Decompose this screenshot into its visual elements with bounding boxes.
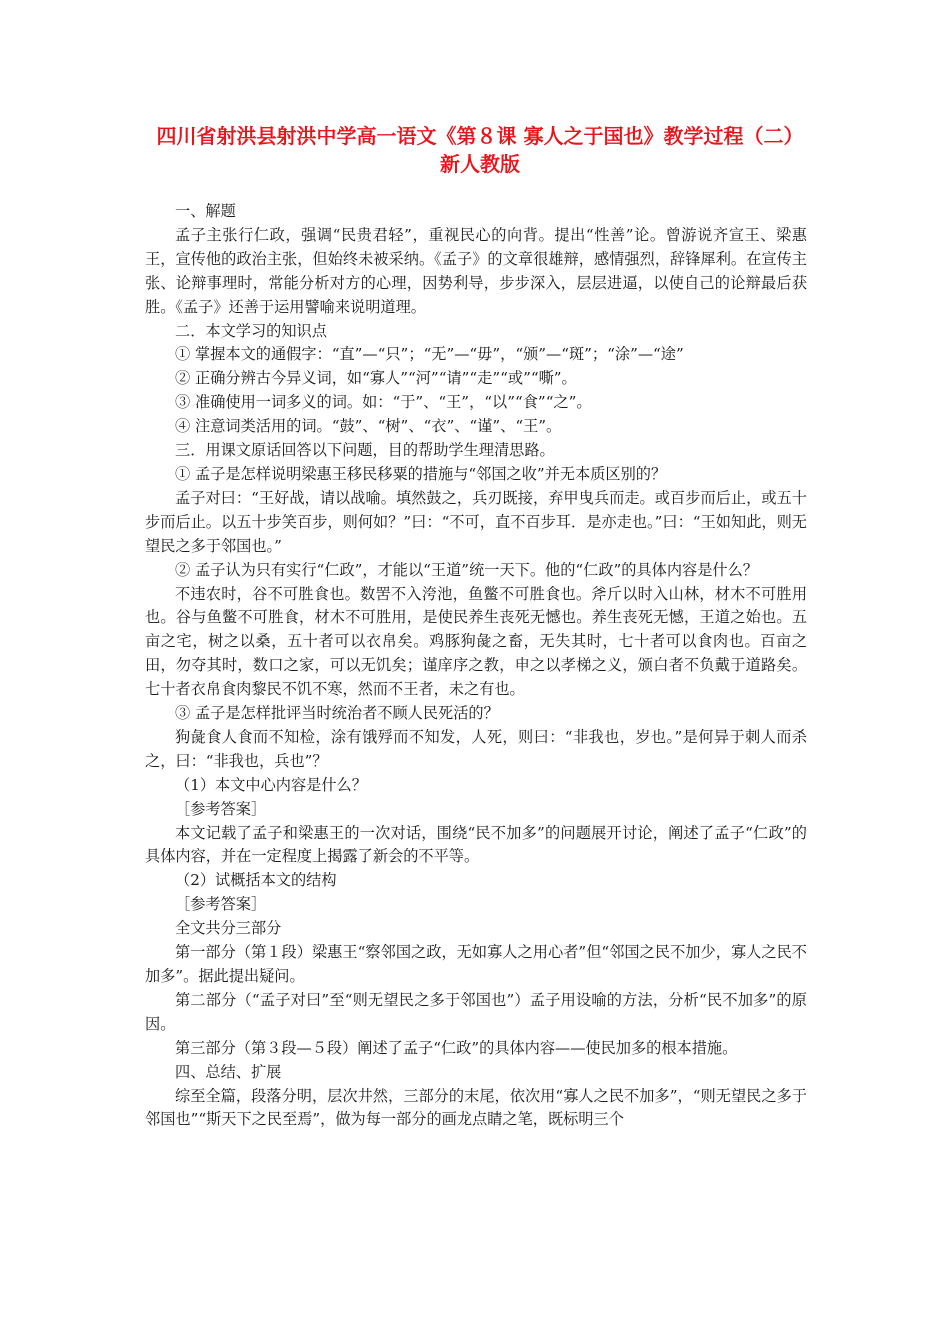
question-3: ③ 孟子是怎样批评当时统治者不顾人民死活的？ bbox=[175, 704, 499, 723]
section-heading-jieti: 一、解题 bbox=[175, 202, 236, 220]
reference-answer-label-1: ［参考答案］ bbox=[175, 799, 267, 818]
knowledge-item-4: ④ 注意词类活用的词。“鼓”、“树”、“衣”、“谨”、“王”。 bbox=[175, 417, 562, 436]
document-body bbox=[145, 200, 807, 1132]
knowledge-item-3: ③ 准确使用一词多义的词。如：“于”、“王”，“以”“食”“之”。 bbox=[175, 393, 592, 412]
knowledge-item-2: ② 正确分辨古今异义词，如“寡人”“河”“请”“走”“或”“嘶”。 bbox=[175, 369, 577, 388]
question-1: ① 孟子是怎样说明梁惠王移民移粟的措施与“邻国之收”并无本质区别的？ bbox=[175, 464, 667, 483]
sub-question-2: （2）试概括本文的结构 bbox=[175, 871, 337, 890]
sub-question-1: （1）本文中心内容是什么？ bbox=[175, 775, 367, 794]
section-heading-summary: 四、总结、扩展 bbox=[175, 1062, 282, 1081]
structure-summary: 全文共分三部分 bbox=[175, 919, 282, 938]
section-heading-questions: 三．用课文原话回答以下问题，目的帮助学生理清思路。 bbox=[175, 441, 555, 460]
structure-part-2: 第二部分（“孟子对曰”至“则无望民之多于邻国也”）孟子用设喻的方法，分析“民不加多”的原因。 bbox=[145, 990, 807, 1033]
reference-answer-label-2: ［参考答案］ bbox=[175, 895, 267, 914]
answer-3: 狗彘食人食而不知检，涂有饿殍而不知发，人死，则曰：“非我也，岁也。”是何异于刺人而杀之，曰：“非我也，兵也”？ bbox=[145, 727, 807, 770]
knowledge-item-1: ① 掌握本文的通假字：“直”—“只”；“无”—“毋”，“颁”—“斑”；“涂”—“途” bbox=[175, 345, 684, 364]
question-2: ② 孟子认为只有实行“仁政”，才能以“王道”统一天下。他的“仁政”的具体内容是什么？ bbox=[175, 560, 758, 579]
answer-2: 不违农时，谷不可胜食也。数罟不入洿池，鱼鳖不可胜食也。斧斤以时入山林，材木不可胜用也。谷与鱼鳖不可胜食，材木不可胜用，是使民养生丧死无憾也。养生丧死无憾，王道之始也。五亩之宅，树之以桑，五十者可以衣帛矣。鸡豚狗彘之畜，无失其时，七十者可以食肉也。百亩之田，勿夺其时，数口之家，可以无饥矣；谨庠序之教，申之以孝梯之义，颁白者不负戴于道路矣。七十者衣帛食肉黎民不饥不寒，然而不王者，未之有也。 bbox=[145, 584, 807, 699]
structure-part-1: 第一部分（第１段）梁惠王“察邻国之政，无如寡人之用心者”但“邻国之民不加少，寡人之民不加多”。据此提出疑问。 bbox=[145, 943, 807, 985]
reference-answer-1: 本文记载了孟子和梁惠王的一次对话，围绕“民不加多”的问题展开讨论，阐述了孟子“仁政”的具体内容，并在一定程度上揭露了新会的不平等。 bbox=[145, 823, 807, 866]
answer-1: 孟子对曰：“王好战，请以战喻。填然鼓之，兵刃既接，弃甲曳兵而走。或百步而后止，或五十步而后止。以五十步笑百步，则何如？”曰：“不可，直不百步耳．是亦走也。”曰：“王如知此，则无望民之多于邻国也。” bbox=[145, 488, 807, 555]
document-title: 四川省射洪县射洪中学高一语文《第８课 寡人之于国也》教学过程（二）新人教版 bbox=[156, 124, 804, 176]
paragraph-intro: 孟子主张行仁政，强调“民贵君轻”，重视民心的向背。提出“性善”论。曾游说齐宣王、梁惠王，宣传他的政治主张，但始终未被采纳。《孟子》的文章很雄辩，感情强烈，辞锋犀利。在宣传主张、论辩事理时，常能分析对方的心理，因势利导，步步深入，层层进逼，以使自己的论辩最后获胜。《孟子》还善于运用譬喻来说明道理。 bbox=[145, 225, 807, 316]
summary-paragraph: 综至全篇，段落分明，层次井然，三部分的末尾，依次用“寡人之民不加多”，“则无望民之多于邻国也”“斯天下之民至焉”，做为每一部分的画龙点睛之笔，既标明三个 bbox=[145, 1086, 807, 1129]
section-heading-knowledge: 二．本文学习的知识点 bbox=[175, 321, 327, 340]
structure-part-3: 第三部分（第３段—５段）阐述了孟子“仁政”的具体内容——使民加多的根本措施。 bbox=[175, 1038, 738, 1057]
